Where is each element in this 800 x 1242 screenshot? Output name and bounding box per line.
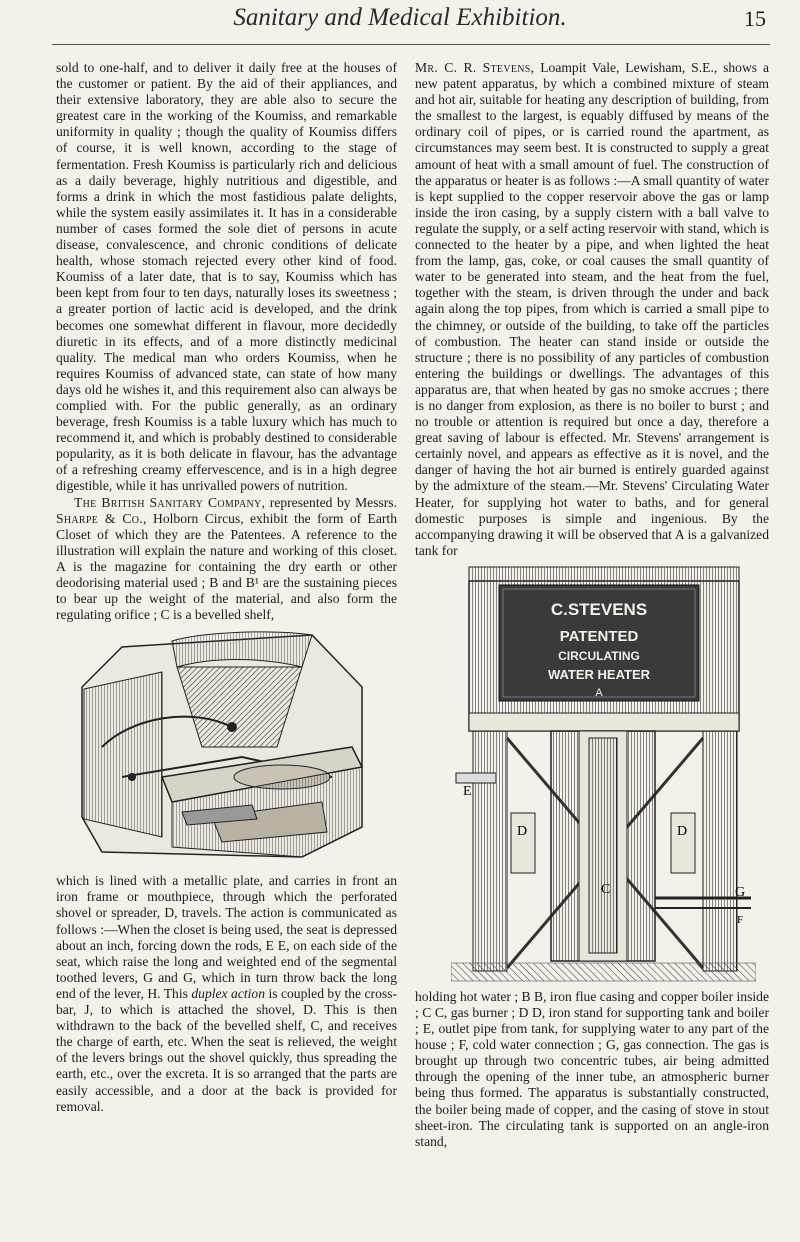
label-a: A	[595, 686, 603, 699]
label-c: C	[601, 881, 611, 897]
plate-line3: WATER HEATER	[547, 666, 651, 682]
firm-name: Sharpe & Co.,	[56, 510, 147, 526]
label-d-right: D	[677, 823, 688, 839]
label-e: E	[463, 783, 472, 799]
label-d-left: D	[517, 823, 528, 839]
left-column	[56, 60, 397, 1115]
right-column	[415, 60, 769, 1150]
paragraph-stevens-heater: Mr. C. R. Stevens, Loampit Vale, Lewisham, S.E., shows a new patent apparatus, by which a combined mixture of steam and hot air, suitable for heating any description of building, from the smallest to the largest, is equably diffused by means of the ordinary coil of pipes, or is carried round the apartment, as circumstances may seem best. It is constructed to supply a great amount of heat with a small amount of fuel. The construction of the apparatus or heater is as follows :—A small quantity of water is kept supplied to the copper reservoir above the gas or lamp inside the iron casing, by a supply cistern with a ball valve to regulate the supply, or a self acting reservoir with stand, which is connected to the heater by a pipe, and when lighted the heat from the lamp, gas, coke, or coal causes the small quantity of water to be generated into steam, and the heat from the fuel, together with the steam, is driven through the under and back again along the top pipes, from which is carried a small pipe to the chimney, or outside of the building, to take off the particles of combustion. The heater can stand inside or outside the structure ; there is no possibility of any particles of combustion entering the buildings or dwellings. The advantages of this apparatus are, that when heated by gas no smoke accrues ; there is no danger from explosion, as there is no boiler to burst ; and no trouble or attention is required but once a day, therefore a great saving of labour is effected. Mr. Stevens' arrangement is certainly novel, and appears as effective as it is novel, and the danger of having the hot air burned is entirely guarded against by the admixture of the steam.—Mr. Stevens' Circulating Water Heater, for supplying hot water to baths, and for general domestic purposes is simple and ingenious. By the accompanying drawing it will be observed that A is a galvanized tank for	[415, 60, 769, 558]
earth-closet-drawing	[62, 627, 392, 867]
running-title: Sanitary and Medical Exhibition.	[233, 4, 567, 31]
page-number: 15	[744, 6, 766, 31]
exhibitor-name: Mr. C. R. Stevens,	[415, 60, 535, 75]
water-heater-illustration	[451, 563, 756, 983]
label-f: F	[737, 913, 744, 926]
paragraph-heater-parts: holding hot water ; B B, iron flue casing and copper boiler inside ; C C, gas burner ; D D, iron stand for supporting tank and boiler ; E, outlet pipe from tank, for supplying water to any part of the house ; F, cold water connection ; G, gas connection. The gas is brought up through two concentric tubes, air being admitted through the opening of the inner tube, an atmospheric burner being thus formed. The apparatus is substantially constructed, the boiler being made of copper, and the casing of stove in stout sheet-iron. The circulating tank is supported on an angle-iron stand,	[415, 988, 769, 1149]
paragraph-koumiss: sold to one-half, and to deliver it daily free at the houses of the customer or patient. By the aid of their appliances, and their extensive laboratory, they are able also to secure the greatest care in the working of the Koumiss, and remarkable uniformity in quality ; though the quality of Koumiss differs of course, it is well known, according to the stage of fermentation. Fresh Koumiss is particularly rich and delicious as a daily beverage, highly nutritious and digestible, and forms a drink in which the most fastidious palate delights, while the system easily assimilates it. It has in a considerable number of cases formed the sole diet of persons in acute disease, convalescence, and chronic conditions of delicate health, whose stomach rejected every other kind of food. Koumiss of a later date, that is to say, Koumiss which has been kept from four to ten days, naturally loses its sweetness ; a greater portion of lactic acid is developed, and the drink becomes one somewhat different in flavour, more decidedly diuretic in its effects, and of a more distinctly medicinal quality. The medical man who orders Koumiss, when he requires Koumiss of advanced state, can state of how many days old he wishes it, and this requirement also can always be complied with. For the public generally, as an ordinary beverage, fresh Koumiss is a table luxury which has much to recommend it, and which is probably destined to considerable popularity, as it is both delicate in flavour, has the advantage of a refreshing creamy effervescence, and is in a high degree digestible, while it has unrivalled powers of nutrition.	[56, 60, 397, 494]
plate-brand: C.STEVENS	[550, 599, 648, 619]
label-g: G	[735, 884, 746, 900]
plate-line2: CIRCULATING	[558, 648, 640, 663]
water-heater-drawing	[451, 563, 756, 983]
header-rule	[52, 44, 770, 45]
company-name: The British Sanitary Company,	[74, 494, 266, 510]
plate-line1: PATENTED	[559, 627, 639, 645]
paragraph-closet-action: which is lined with a metallic plate, and carries in front an iron frame or mouthpiece, through which the perforated shovel or spreader, D, travels. The action is communicated as follows :—When the closet is being used, the seat is depressed about an inch, forcing down the rods, E E, on each side of the seat, which raise the long and weighted end of the segmental toothed levers, G and G, which in turn throw back the long end of the lever, H. This duplex action is coupled by the cross-bar, J, to which is attached the shovel, D. This is then withdrawn to the back of the bevelled shelf, C, and receives the charge of earth, etc. When the seat is relieved, the weight of the levers brings out the shovel quickly, thus spreading the earth, etc., over the excreta. It is so arranged that the parts are easily accessible, and a door at the back is provided for removal.	[56, 873, 397, 1114]
paragraph-earth-closet: The British Sanitary Company, represented by Messrs. Sharpe & Co., Holborn Circus, exhibit the form of Earth Closet of which they are the Patentees. A reference to the illustration will explain the nature and working of this closet. A is the magazine for containing the dry earth or other deodorising material used ; B and B¹ are the sustaining pieces to bear up the weight of the material, and also form the regulating orifice ; C is a bevelled shelf,	[56, 494, 397, 623]
earth-closet-illustration	[62, 627, 392, 867]
page-header	[0, 0, 800, 56]
